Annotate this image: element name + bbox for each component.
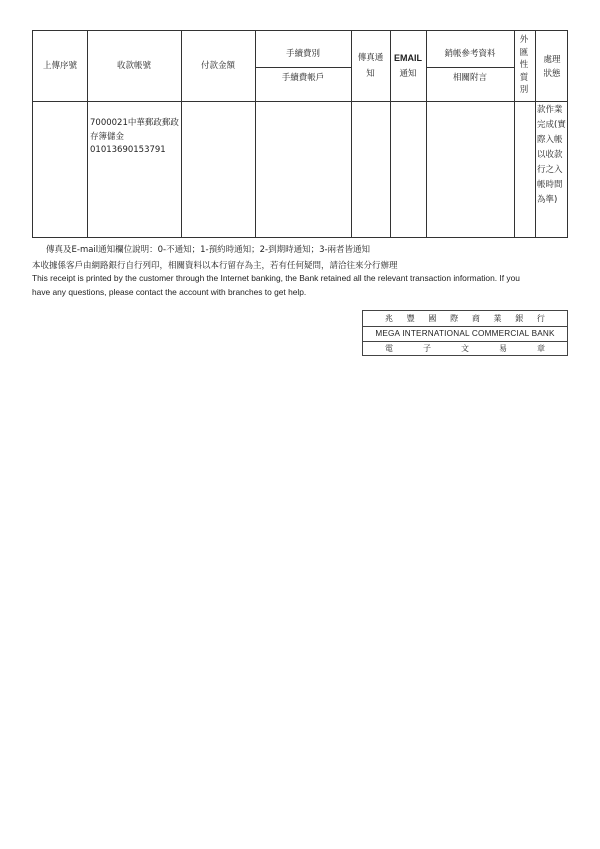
header-fax-notice-line2: 知 [366,69,375,79]
col-divider [514,31,515,237]
payee-account-line: 存簿儲金 [90,131,125,142]
header-fee-account: 手續費帳戶 [281,73,325,83]
ref-subheader-divider [426,67,514,68]
col-divider [255,31,256,237]
payee-account-line: 7000021中華郵政郵政 [90,118,179,128]
receipt-note-en-line1: This receipt is printed by the customer through the Internet banking, the Bank retained all the relevant transaction information. If you [32,273,520,283]
seal-char: 豐 [406,314,415,323]
receipt-note-zh: 本收據係客戶由網路銀行自行列印，相關資料以本行留存為主，若有任何疑問，請洽往來分行辦理 [32,261,398,271]
header-fax-notice [351,51,390,81]
col-divider [426,31,427,237]
seal-caption [363,341,567,356]
seal-char: 易 [499,344,507,353]
receipt-note-en-line2: have any questions, please contact the account with branches to get help. [32,287,307,297]
header-status-line2: 狀態 [543,69,561,79]
seal-char: 章 [537,344,545,353]
header-email-notice [390,51,426,81]
header-fee-type: 手續費別 [285,49,320,59]
seal-char: 電 [385,344,393,353]
header-email-notice-line1: EMAIL [394,53,422,63]
header-upload-seq: 上傳序號 [42,61,77,71]
header-fx-nature: 外匯性質別 [519,35,529,95]
seal-bank-name-zh [363,311,567,326]
seal-char: 商 [471,314,480,323]
header-email-notice-line2: 通知 [399,69,417,79]
header-payee-account: 收款帳號 [116,61,151,71]
fee-subheader-divider [255,67,351,68]
seal-bank-name-en: MEGA INTERNATIONAL COMMERCIAL BANK [375,329,555,338]
header-status [535,53,569,81]
header-writeoff-ref: 銷帳參考資料 [444,49,496,59]
header-status-line1: 處理 [543,55,561,65]
header-divider [33,101,567,102]
bank-electronic-seal [362,310,568,356]
payee-account-line: 01013690153791 [90,145,166,155]
seal-char: 業 [493,314,502,323]
notice-legend: 傳真及E-mail通知欄位說明：0-不通知；1-預約時通知；2-到期時通知；3-兩者皆通知 [46,245,371,255]
seal-char: 國 [428,314,437,323]
seal-char: 文 [461,344,469,353]
seal-char: 子 [423,344,431,353]
seal-char: 際 [450,314,459,323]
transaction-table [32,30,568,238]
seal-char: 兆 [385,314,393,323]
seal-char: 行 [536,314,545,323]
header-remarks: 相關附言 [452,73,487,83]
payee-account-cell [90,117,180,158]
status-cell: 款作業完成(實際入帳以收款行之入帳時間為準) [537,105,566,205]
header-payment-amount: 付款金額 [200,61,235,71]
header-fax-notice-line1: 傳真通 [357,53,384,63]
seal-char: 銀 [515,314,524,323]
